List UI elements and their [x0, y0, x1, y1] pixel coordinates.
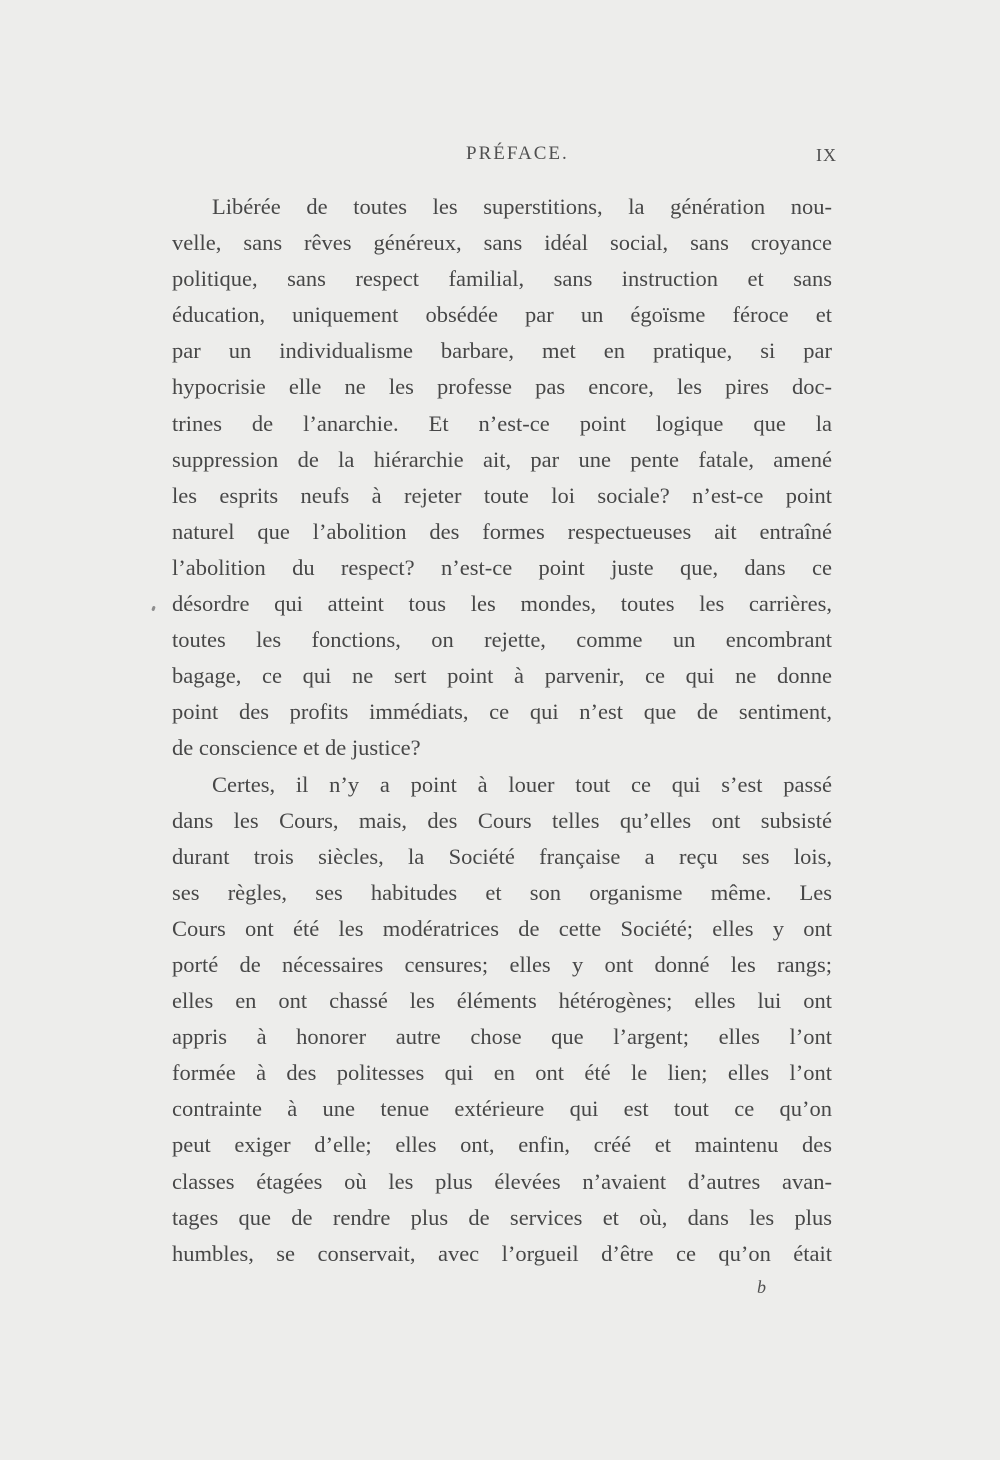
running-head — [0, 143, 1000, 173]
text-line: les esprits neufs à rejeter toute loi sociale? n’est-ce point — [172, 482, 832, 508]
body-text — [172, 189, 832, 1272]
text-line: tages que de rendre plus de services et où, dans les plus — [172, 1204, 832, 1230]
ink-speck — [151, 606, 156, 612]
text-line: politique, sans respect familial, sans instruction et sans — [172, 266, 832, 292]
text-line: Certes, il n’y a point à louer tout ce qui s’est passé — [212, 771, 832, 797]
text-line: éducation, uniquement obsédée par un égoïsme féroce et — [172, 302, 832, 328]
text-line: durant trois siècles, la Société française a reçu ses lois, — [172, 843, 832, 869]
text-line: elles en ont chassé les éléments hétérogènes; elles lui ont — [172, 988, 832, 1014]
text-line: désordre qui atteint tous les mondes, toutes les carrières, — [172, 591, 832, 617]
text-line: appris à honorer autre chose que l’argent; elles l’ont — [172, 1024, 832, 1050]
text-line: bagage, ce qui ne sert point à parvenir, ce qui ne donne — [172, 663, 832, 689]
text-line: velle, sans rêves généreux, sans idéal social, sans croyance — [172, 230, 832, 256]
text-line: formée à des politesses qui en ont été le lien; elles l’ont — [172, 1060, 832, 1086]
text-line: point des profits immédiats, ce qui n’est que de sentiment, — [172, 699, 832, 725]
text-line: Cours ont été les modératrices de cette Société; elles y ont — [172, 915, 832, 941]
text-line: l’abolition du respect? n’est-ce point juste que, dans ce — [172, 554, 832, 580]
text-line: humbles, se conservait, avec l’orgueil d’être ce qu’on était — [172, 1240, 832, 1266]
text-line: trines de l’anarchie. Et n’est-ce point logique que la — [172, 410, 832, 436]
text-line: peut exiger d’elle; elles ont, enfin, créé et maintenu des — [172, 1132, 832, 1158]
text-line: de conscience et de justice? — [172, 735, 421, 761]
text-line: hypocrisie elle ne les professe pas encore, les pires doc- — [172, 374, 832, 400]
text-line: suppression de la hiérarchie ait, par une pente fatale, amené — [172, 446, 832, 472]
page-number: IX — [816, 145, 837, 165]
text-line: classes étagées où les plus élevées n’avaient d’autres avan- — [172, 1168, 832, 1194]
running-title: PRÉFACE. — [466, 143, 569, 164]
text-line: dans les Cours, mais, des Cours telles qu’elles ont subsisté — [172, 807, 832, 833]
text-line: toutes les fonctions, on rejette, comme un encombrant — [172, 627, 832, 653]
text-line: ses règles, ses habitudes et son organisme même. Les — [172, 879, 832, 905]
text-line: porté de nécessaires censures; elles y ont donné les rangs; — [172, 951, 832, 977]
text-line: naturel que l’abolition des formes respectueuses ait entraîné — [172, 518, 832, 544]
text-line: par un individualisme barbare, met en pratique, si par — [172, 338, 832, 364]
text-line: Libérée de toutes les superstitions, la génération nou- — [212, 194, 832, 219]
text-line: contrainte à une tenue extérieure qui est tout ce qu’on — [172, 1096, 832, 1122]
signature-mark: b — [757, 1277, 766, 1297]
